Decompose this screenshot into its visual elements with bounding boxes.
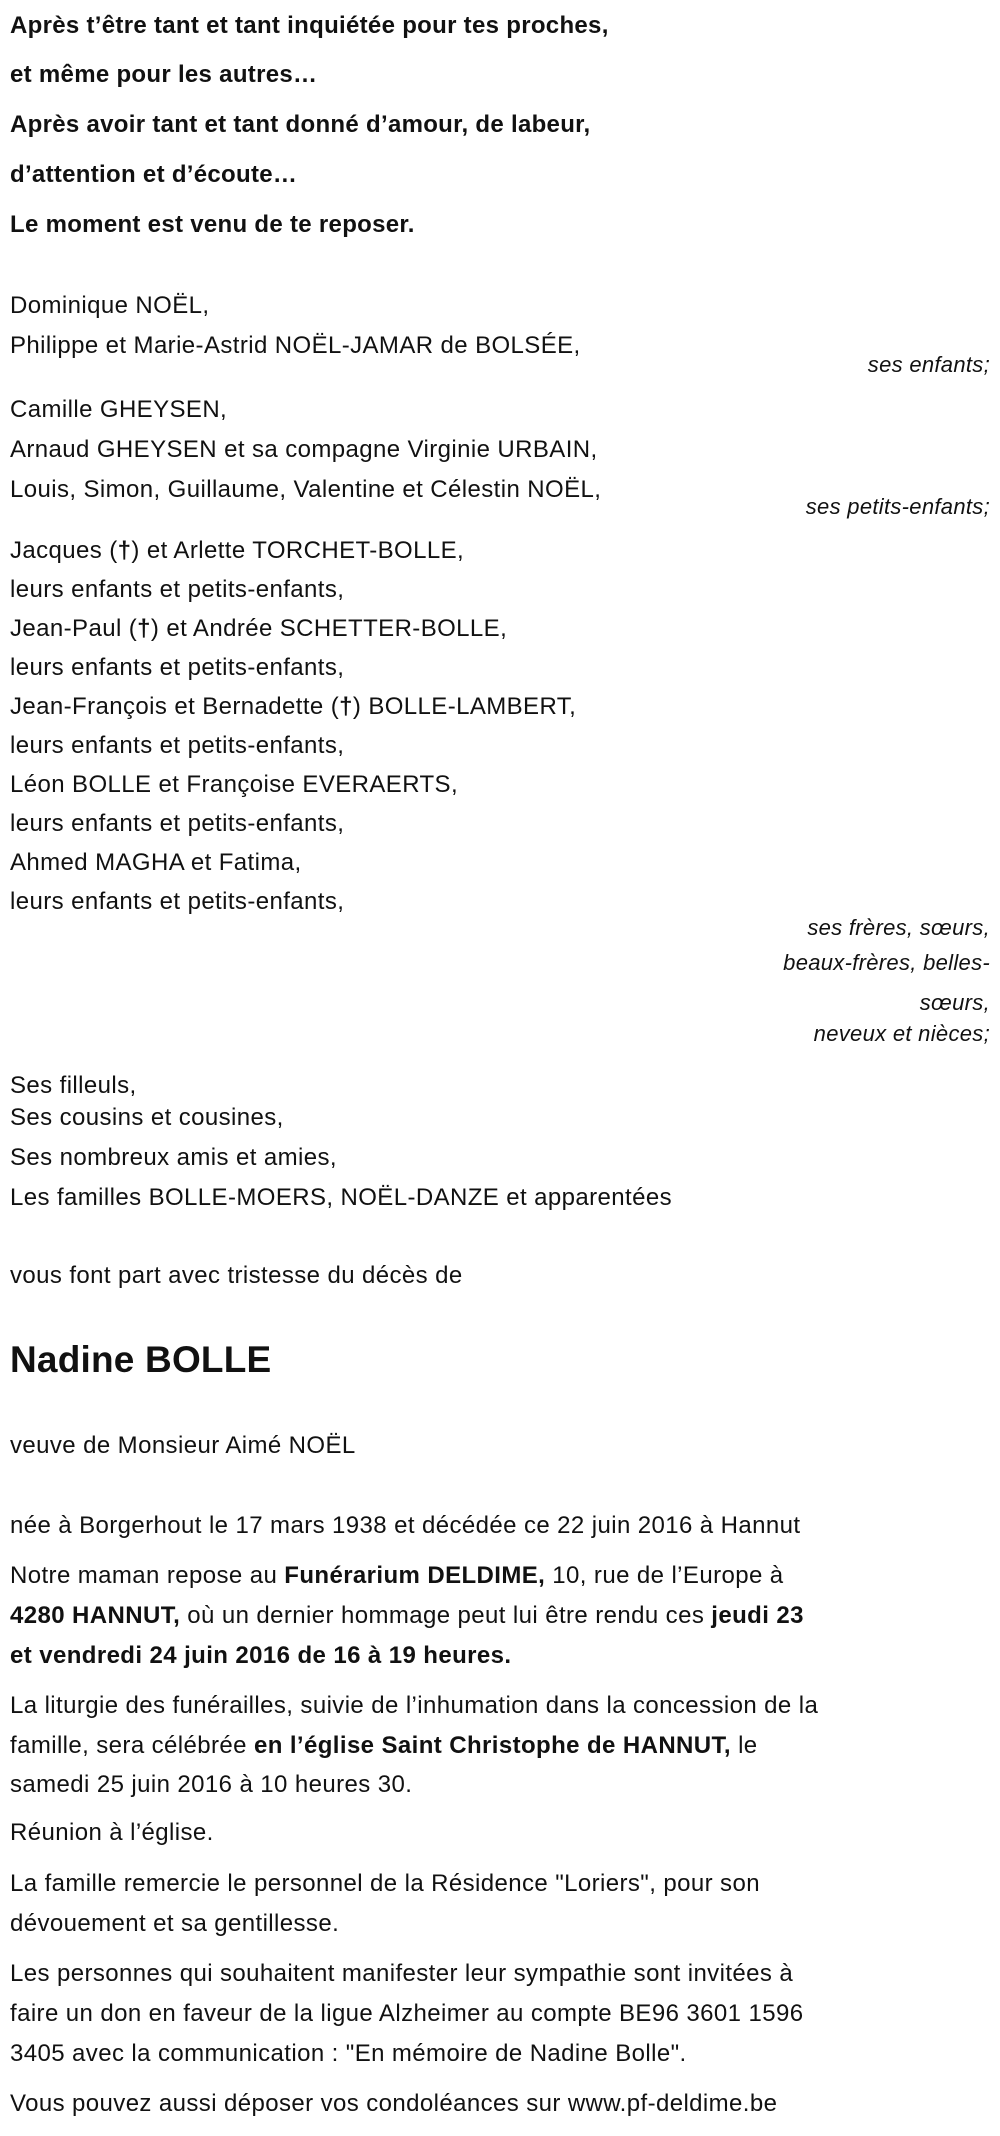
text: Jean-Paul ( <box>10 615 138 642</box>
announcement-text: vous font part avec tristesse du décès de <box>10 1262 463 1289</box>
meeting-text: Réunion à l’église. <box>10 1819 214 1846</box>
paragraph-line: dévouement et sa gentillesse. <box>10 1910 340 1937</box>
paragraph-line: La famille remercie le personnel de la Résidence "Loriers", pour son <box>10 1870 760 1897</box>
family-line: Arnaud GHEYSEN et sa compagne Virginie URBAIN, <box>10 436 598 463</box>
paragraph-line: faire un don en faveur de la ligue Alzheimer au compte BE96 3601 1596 <box>10 2000 804 2027</box>
text: ) et Andrée SCHETTER-BOLLE, <box>150 615 508 642</box>
condolences-line <box>10 2092 777 2116</box>
condolences-link[interactable]: www.pf-deldime.be <box>567 2090 778 2117</box>
text: famille, sera célébrée <box>10 1732 254 1759</box>
paragraph-line <box>10 1734 758 1758</box>
family-line <box>10 539 464 563</box>
text: ) et Arlette TORCHET-BOLLE, <box>131 537 465 564</box>
cross-icon: † <box>339 693 353 720</box>
relation-label: sœurs, <box>919 990 990 1015</box>
family-line: Philippe et Marie-Astrid NOËL-JAMAR de BOLSÉE, <box>10 332 581 359</box>
cross-icon: † <box>117 537 132 564</box>
relation-label: ses petits-enfants; <box>805 494 990 519</box>
widow-of-text: veuve de Monsieur Aimé NOËL <box>10 1432 356 1459</box>
family-line: Ahmed MAGHA et Fatima, <box>10 849 302 876</box>
family-line: Les familles BOLLE-MOERS, NOËL-DANZE et apparentées <box>10 1184 672 1211</box>
text: 10, rue de l’Europe à <box>545 1562 784 1589</box>
relation-label: ses frères, sœurs, <box>807 915 990 940</box>
family-line: Ses nombreux amis et amies, <box>10 1144 337 1171</box>
text: Jacques ( <box>10 537 118 564</box>
poem-line: Après avoir tant et tant donné d’amour, de labeur, <box>10 111 591 138</box>
deceased-name: Nadine BOLLE <box>10 1339 272 1380</box>
family-line: Léon BOLLE et Françoise EVERAERTS, <box>10 771 459 798</box>
family-line: leurs enfants et petits-enfants, <box>10 654 345 681</box>
poem-line: d’attention et d’écoute… <box>10 161 298 188</box>
family-line: Louis, Simon, Guillaume, Valentine et Célestin NOËL, <box>10 476 602 503</box>
cross-icon: † <box>137 615 151 642</box>
paragraph-line <box>10 1564 784 1588</box>
church-name: en l’église Saint Christophe de HANNUT, <box>253 1732 731 1759</box>
funeral-home-name: Funérarium DELDIME, <box>284 1562 546 1589</box>
family-line: Dominique NOËL, <box>10 292 210 319</box>
text: Vous pouvez aussi déposer vos condoléances sur <box>10 2090 568 2117</box>
paragraph-line: et vendredi 24 juin 2016 de 16 à 19 heures. <box>10 1642 512 1669</box>
paragraph-line: Les personnes qui souhaitent manifester leur sympathie sont invitées à <box>10 1960 794 1987</box>
city: 4280 HANNUT, <box>10 1602 181 1629</box>
paragraph-line <box>10 1604 804 1628</box>
relation-label: neveux et nièces; <box>813 1021 990 1046</box>
text: où un dernier hommage peut lui être rendu ces <box>180 1602 712 1629</box>
family-line: leurs enfants et petits-enfants, <box>10 810 345 837</box>
paragraph-line: samedi 25 juin 2016 à 10 heures 30. <box>10 1771 413 1798</box>
family-line: leurs enfants et petits-enfants, <box>10 888 345 915</box>
text: Jean-François et Bernadette ( <box>10 693 340 720</box>
text: Notre maman repose au <box>10 1562 285 1589</box>
text: ) BOLLE-LAMBERT, <box>352 693 577 720</box>
relation-label: ses enfants; <box>867 352 990 377</box>
family-line: Camille GHEYSEN, <box>10 396 228 423</box>
family-line: leurs enfants et petits-enfants, <box>10 576 345 603</box>
poem-line: et même pour les autres… <box>10 61 318 88</box>
birth-death-text: née à Borgerhout le 17 mars 1938 et décédée ce 22 juin 2016 à Hannut <box>10 1512 801 1539</box>
family-line <box>10 617 507 641</box>
visiting-date: jeudi 23 <box>711 1602 804 1629</box>
text: le <box>731 1732 758 1759</box>
paragraph-line: La liturgie des funérailles, suivie de l’inhumation dans la concession de la <box>10 1692 819 1719</box>
poem-line: Le moment est venu de te reposer. <box>10 211 415 238</box>
family-line <box>10 695 576 719</box>
family-line: Ses cousins et cousines, <box>10 1104 284 1131</box>
family-line: Ses filleuls, <box>10 1072 137 1099</box>
relation-label: beaux-frères, belles- <box>783 950 990 975</box>
poem-line: Après t’être tant et tant inquiétée pour tes proches, <box>10 12 609 39</box>
paragraph-line: 3405 avec la communication : "En mémoire de Nadine Bolle". <box>10 2040 687 2067</box>
family-line: leurs enfants et petits-enfants, <box>10 732 345 759</box>
